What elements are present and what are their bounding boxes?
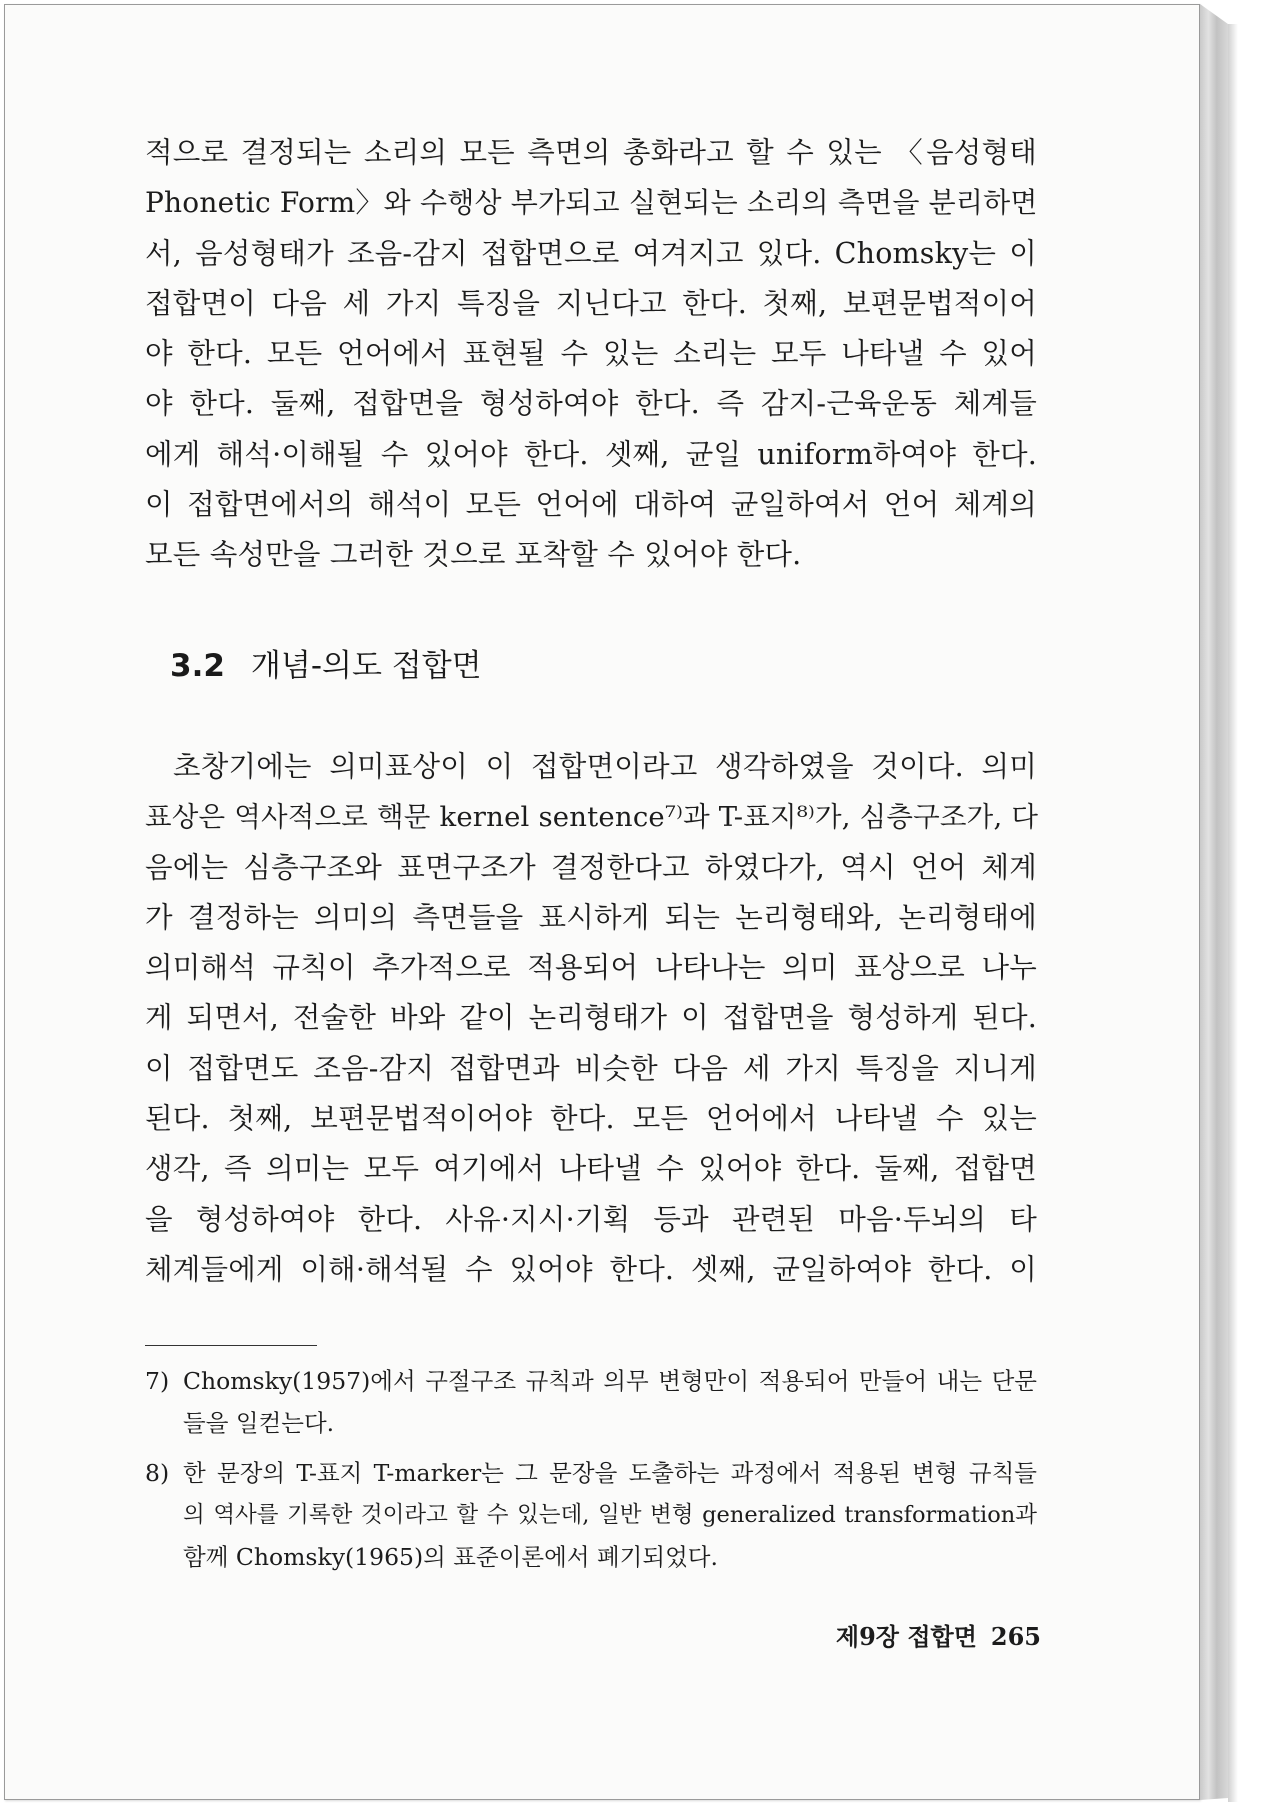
page-edge-shadow bbox=[1228, 24, 1238, 1802]
paragraph-line: 서, 음성형태가 조음-감지 접합면으로 여겨지고 있다. Chomsky는 이 bbox=[145, 236, 1037, 270]
paragraph-line: 에게 해석·이해될 수 있어야 한다. 셋째, 균일 uniform하여야 한다. bbox=[145, 437, 1037, 471]
paragraph-line: 야 한다. 모든 언어에서 표현될 수 있는 소리는 모두 나타낼 수 있어 bbox=[145, 337, 1037, 371]
paragraph-line: 모든 속성만을 그러한 것으로 포착할 수 있어야 한다. bbox=[145, 538, 802, 572]
paragraph-line: 음에는 심층구조와 표면구조가 결정한다고 하였다가, 역시 언어 체계 bbox=[145, 850, 1037, 884]
paragraph-section-body bbox=[145, 742, 1037, 1295]
paragraph-line: 의미해석 규칙이 추가적으로 적용되어 나타나는 의미 표상으로 나누 bbox=[145, 951, 1037, 985]
page-stack-edge bbox=[1200, 4, 1228, 1800]
page-number: 265 bbox=[990, 1622, 1041, 1651]
section-number: 3.2 bbox=[170, 648, 225, 684]
paragraph-line: 적으로 결정되는 소리의 모든 측면의 총화라고 할 수 있는 〈음성형태 bbox=[145, 136, 1037, 169]
paragraph-line: Phonetic Form〉와 수행상 부가되고 실현되는 소리의 측면을 분리하면 bbox=[145, 186, 1038, 220]
chapter-title: 제9장 접합면 bbox=[835, 1622, 977, 1651]
footnote-divider bbox=[145, 1345, 317, 1346]
paragraph-line: 표상은 역사적으로 핵문 kernel sentence⁷⁾과 T-표지⁸⁾가, 심층구조가, 다 bbox=[145, 801, 1039, 834]
footnote-line: Chomsky(1957)에서 구절구조 규칙과 의무 변형만이 적용되어 만들어 내는 단문 bbox=[183, 1367, 1037, 1395]
paragraph-line: 이 접합면에서의 해석이 모든 언어에 대하여 균일하여서 언어 체계의 bbox=[145, 488, 1037, 522]
paragraph-line: 게 되면서, 전술한 바와 같이 논리형태가 이 접합면을 형성하게 된다. bbox=[145, 1001, 1037, 1035]
paragraph-line: 체계들에게 이해·해석될 수 있어야 한다. 셋째, 균일하여야 한다. 이 bbox=[145, 1252, 1037, 1286]
section-title: 개념-의도 접합면 bbox=[250, 648, 482, 684]
footnotes bbox=[145, 1360, 1037, 1586]
paragraph-line: 야 한다. 둘째, 접합면을 형성하여야 한다. 즉 감지-근육운동 체계들 bbox=[145, 387, 1037, 421]
footnote-number: 7) bbox=[145, 1367, 170, 1395]
footnote-line: 한 문장의 T-표지 T-marker는 그 문장을 도출하는 과정에서 적용된 변형 규칙들 bbox=[183, 1459, 1037, 1487]
paragraph-line: 생각, 즉 의미는 모두 여기에서 나타낼 수 있어야 한다. 둘째, 접합면 bbox=[145, 1152, 1037, 1186]
footnote-number: 8) bbox=[145, 1459, 170, 1487]
paragraph-continued bbox=[145, 128, 1037, 581]
running-footer bbox=[836, 1617, 1041, 1652]
footnote-line: 들을 일컫는다. bbox=[183, 1409, 335, 1437]
footnote-7 bbox=[145, 1360, 1037, 1444]
paragraph-line: 가 결정하는 의미의 측면들을 표시하게 되는 논리형태와, 논리형태에 bbox=[145, 900, 1037, 934]
footnote-line: 함께 Chomsky(1965)의 표준이론에서 폐기되었다. bbox=[183, 1543, 718, 1571]
footnote-line: 의 역사를 기록한 것이라고 할 수 있는데, 일반 변형 generalized transformation과 bbox=[183, 1502, 1037, 1528]
footnote-8 bbox=[145, 1452, 1037, 1578]
paragraph-line: 된다. 첫째, 보편문법적이어야 한다. 모든 언어에서 나타낼 수 있는 bbox=[145, 1102, 1037, 1136]
paragraph-line: 을 형성하여야 한다. 사유·지시·기획 등과 관련된 마음·두뇌의 타 bbox=[145, 1202, 1037, 1236]
paragraph-line: 초창기에는 의미표상이 이 접합면이라고 생각하였을 것이다. 의미 bbox=[173, 750, 1037, 783]
section-heading bbox=[170, 640, 482, 685]
paragraph-line: 이 접합면도 조음-감지 접합면과 비슷한 다음 세 가지 특징을 지니게 bbox=[145, 1051, 1037, 1085]
paragraph-line: 접합면이 다음 세 가지 특징을 지닌다고 한다. 첫째, 보편문법적이어 bbox=[145, 286, 1037, 320]
